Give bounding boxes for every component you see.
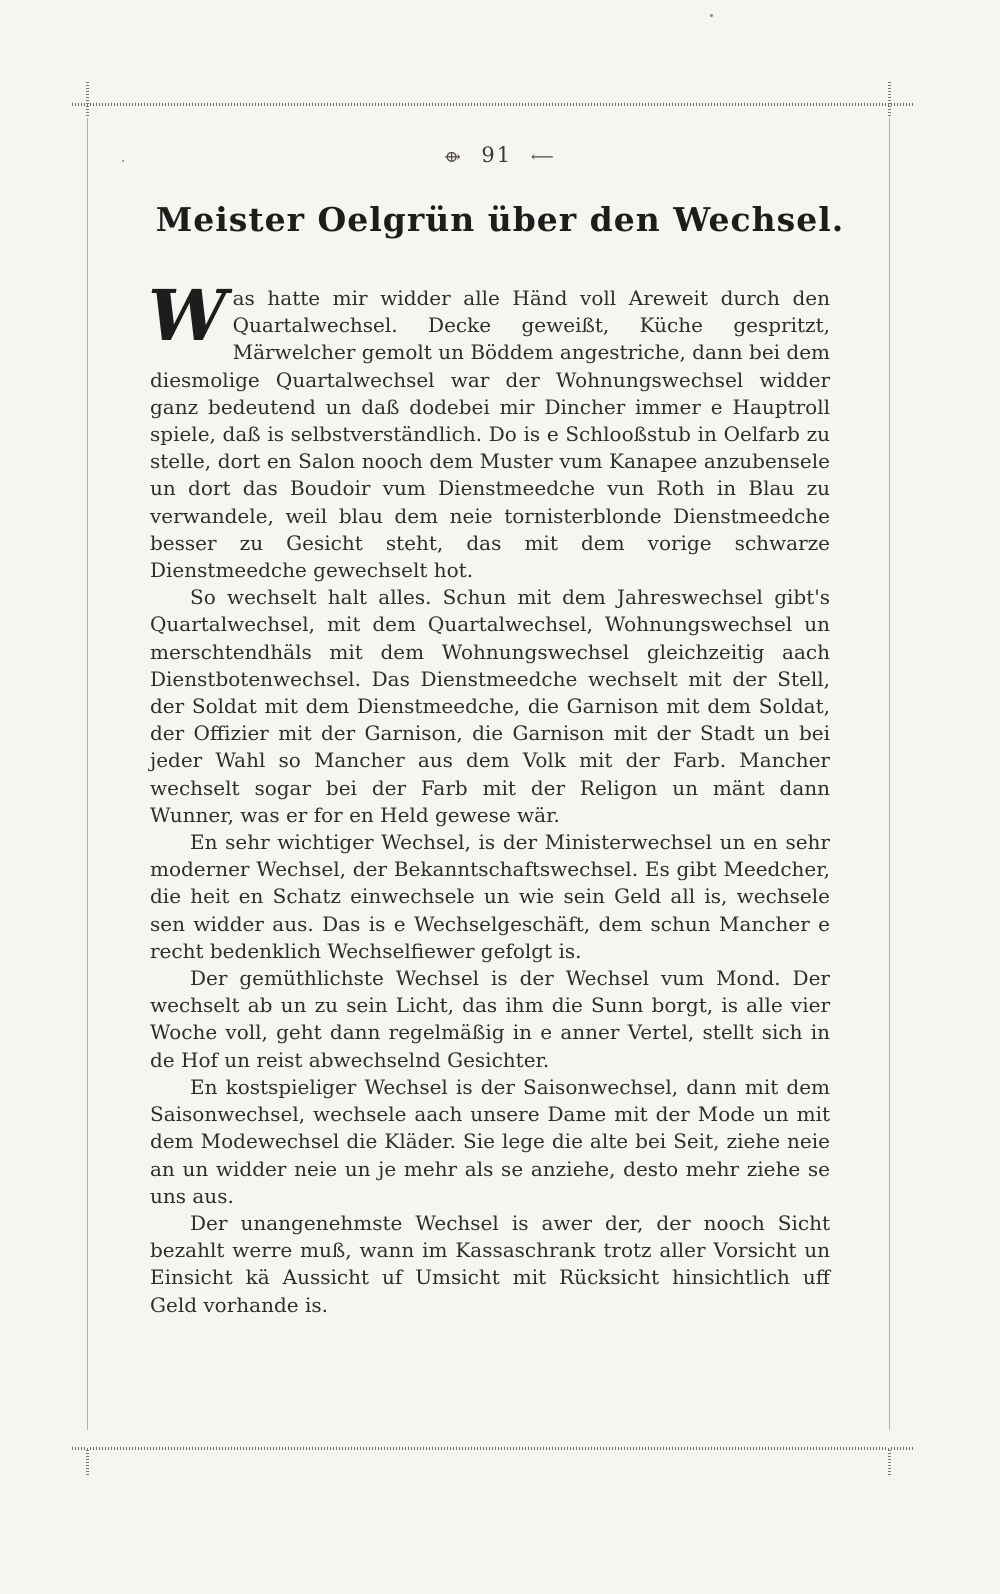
chapter-title: Meister Oelgrün über den Wechsel. — [155, 200, 845, 239]
paragraph-2: So wechselt halt alles. Schun mit dem Jahreswechsel gibt's Quartalwechsel, mit dem Quartalwechsel, Wohnungswechsel un merschtendhäls mit dem Wohnungswechsel gleichzeitig aach Dienstbotenwechsel. Das Dienstmeedche wechselt mit der Stell, der Soldat mit dem Dienstmeedche, die Garnison mit dem Soldat, der Offizier mit der Garnison, die Garnison mit der Stadt un bei jeder Wahl so Mancher aus dem Volk mit der Farb. Mancher wechselt sogar bei der Farb mit der Religon un mänt dann Wunner, was er for en Held gewese wär. — [150, 585, 830, 827]
ornament-left-icon: ⟴ — [444, 147, 463, 166]
paragraph-1-text: as hatte mir widder alle Händ voll Areweit durch den Quartalwechsel. Decke geweißt, Küche gespritzt, Märwelcher gemolt un Böddem angestriche, dann bei dem diesmolige Quartalwechsel war der Wohnungswechsel widder ganz bedeutend un daß dodebei mir Dincher immer e Hauptroll spiele, daß is selbstverständlich. Do is e Schlooßstub in Oelfarb zu stelle, dort en Salon nooch dem Muster vum Kanapee anzubensele un dort das Boudoir vum Dienstmeedche vun Roth in Blau zu verwandele, weil blau dem neie tornisterblonde Dienstmeedche besser zu Gesicht steht, das mit dem vorige schwarze Dienstmeedche gewechselt hot. — [150, 286, 831, 583]
ornament-right-icon: ⟵ — [530, 147, 556, 166]
page-frame-left-line — [87, 118, 88, 1430]
paragraph-6: Der unangenehmste Wechsel is awer der, der nooch Sicht bezahlt werre muß, wann im Kassaschrank trotz aller Vorsicht un Einsicht kä Aussicht uf Umsicht mit Rücksicht hinsichtlich uff Geld vorhande is. — [150, 1210, 830, 1317]
paragraph-4: Der gemüthlichste Wechsel is der Wechsel vum Mond. Der wechselt ab un zu sein Licht, das ihm die Sunn borgt, is alle vier Woche voll, geht dann regelmäßig in e anner Vertel, stellt sich in de Hof un reist abwechselnd Gesichter. — [150, 966, 830, 1072]
page-number: 91 — [481, 143, 513, 167]
body-text — [148, 274, 831, 1319]
page-frame-bottom-rule — [72, 1447, 914, 1450]
paper-speck — [710, 14, 713, 17]
page-frame-top-rule — [72, 103, 914, 106]
page-header — [0, 143, 1000, 167]
paper-speck — [122, 160, 124, 162]
page-frame-right-line — [889, 118, 890, 1430]
paragraph-3: En sehr wichtiger Wechsel, is der Ministerwechsel un en sehr moderner Wechsel, der Bekanntschaftswechsel. Es gibt Meedcher, die heit en Schatz einwechsele un wie sein Geld all is, wechsele sen widder aus. Das is e Wechselgeschäft, dem schun Mancher e recht bedenklich Wechselfiewer gefolgt is. — [150, 830, 830, 963]
paragraph-1 — [148, 274, 831, 584]
paragraph-5: En kostspieliger Wechsel is der Saisonwechsel, dann mit dem Saisonwechsel, wechsele aach unsere Dame mit der Mode un mit dem Modewechsel die Kläder. Sie lege die alte bei Seit, ziehe neie an un widder neie un je mehr als se anziehe, desto mehr ziehe se uns aus. — [150, 1074, 830, 1208]
drop-cap: W — [148, 274, 227, 357]
